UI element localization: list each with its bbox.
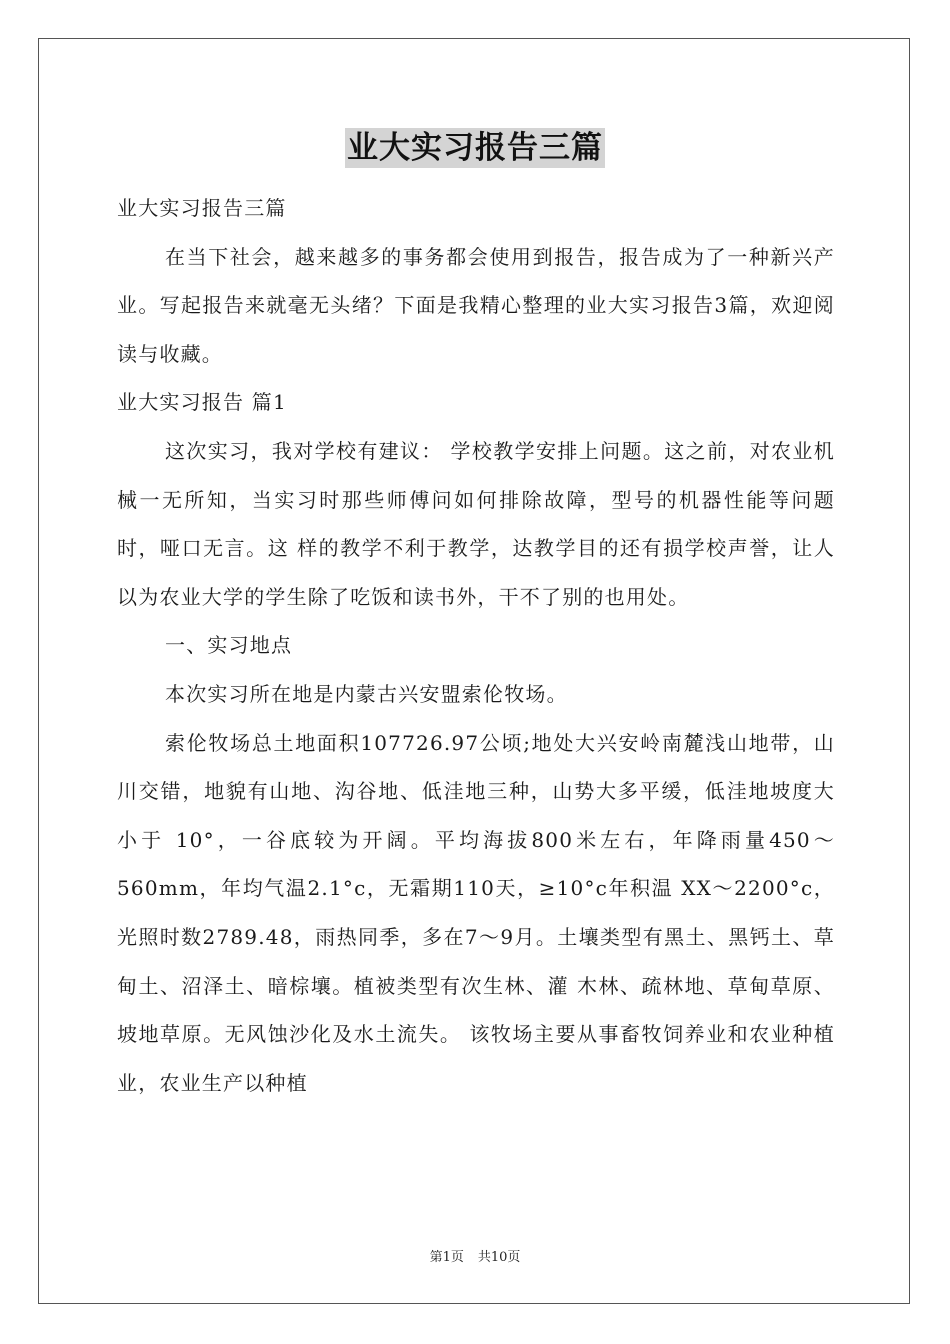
subsection-heading: 一、实习地点 [165,633,293,658]
document-body [117,184,835,1107]
paragraph: 这次实习，我对学校有建议： 学校教学安排上问题。这之前，对农业机械一无所知，当实习时那些师傅问如何排除故障，型号的机器性能等问题时，哑口无言。这 样的教学不利于教学，达教学目的还有损学校声誉，让人以为农业大学的学生除了吃饭和读书外，干不了别的也用处。 [117,438,835,609]
paragraph: 索伦牧场总土地面积107726.97公顷;地处大兴安岭南麓浅山地带，山川交错，地貌有山地、沟谷地、低洼地三种，山势大多平缓，低洼地坡度大小于 10°，一谷底较为开阔。平均海拔800米左右，年降雨量450～560mm，年均气温2.1°c，无霜期110天，≥10°c年积温 XX～2200°c，光照时数2789.48，雨热同季，多在7～9月。土壤类型有黑土、黑钙土、草甸土、沼泽土、暗棕壤。植被类型有次生林、灌 木林、疏林地、草甸草原、坡地草原。无风蚀沙化及水土流失。 该牧场主要从事畜牧饲养业和农业种植业，农业生产以种植 [117,730,835,1095]
paragraph: 业大实习报告三篇 [117,196,287,220]
page-total: 共10页 [477,1250,521,1265]
section-heading: 业大实习报告 篇1 [117,390,287,415]
page-number: 第1页 [429,1250,464,1265]
paragraph: 本次实习所在地是内蒙古兴安盟索伦牧场。 [165,681,568,706]
paragraph: 在当下社会，越来越多的事务都会使用到报告，报告成为了一种新兴产业。写起报告来就毫无头绪？下面是我精心整理的业大实习报告3篇，欢迎阅读与收藏。 [117,244,835,366]
document-title: 业大实习报告三篇 [347,130,603,166]
page-footer [0,1246,950,1265]
title-container [0,128,950,168]
